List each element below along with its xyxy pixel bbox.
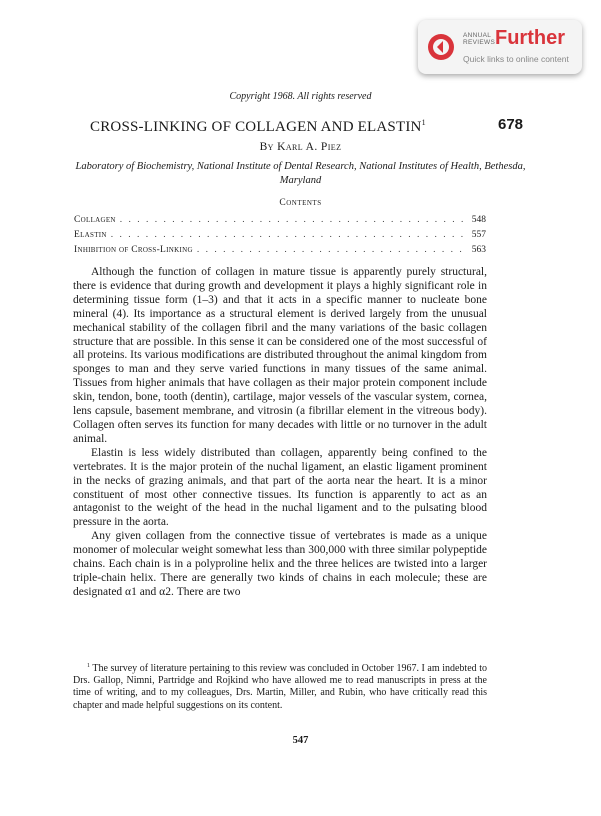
body-paragraph: Elastin is less widely distributed than collagen, apparently being confined to the vertebrates. It is the major protein of the nuchal ligament, an elastic ligament prominent in the necks of grazing animals, and that part of the aorta near the heart. It is a minor constituent of most other connective tissues. Its function is apparently to act as an antagonist to the weight of the head in the nuchal ligament and to the pulsating blood pressure in the aorta.: [73, 446, 487, 529]
article-title: [90, 118, 426, 136]
toc-entry-label: Elastin: [74, 230, 107, 240]
toc-entry-label: Inhibition of Cross-Linking: [74, 245, 193, 255]
handwritten-page-number: 678: [498, 116, 524, 133]
contents-heading: Contents: [279, 198, 322, 208]
toc-entry-label: Collagen: [74, 215, 116, 225]
author-affiliation: Laboratory of Biochemistry, National Institute of Dental Research, National Institutes of Health, Bethesda, Maryland: [75, 161, 526, 186]
copyright-notice: Copyright 1968. All rights reserved: [229, 91, 372, 102]
toc-leader-dots: [120, 213, 468, 228]
article-body: [73, 266, 487, 600]
toc-leader-dots: [197, 243, 468, 258]
badge-further-label: Further: [495, 27, 565, 49]
toc-entry-inhibition[interactable]: [74, 243, 486, 258]
footnote-paragraph: [73, 660, 487, 712]
badge-annual-reviews-label: ANNUAL REVIEWS: [463, 32, 496, 46]
page-folio: 547: [292, 735, 309, 746]
toc-entry-page: 548: [471, 215, 486, 225]
author-line: [0, 141, 601, 153]
toc-entry-elastin[interactable]: [74, 228, 486, 243]
annual-reviews-logo-icon: [427, 33, 455, 61]
footnote: [73, 660, 487, 712]
badge-subtitle: Quick links to online content: [463, 54, 569, 64]
footnote-text: The survey of literature pertaining to this review was concluded in October 1967. I am indebted to Drs. Gallop, Nimni, Partridge and Rojkind who have allowed me to read manuscripts in press at the time of writing, and to my colleagues, Drs. Martin, Miller, and Rubin, who have critically read this chapter and made helpful suggestions on its content.: [73, 663, 487, 711]
title-footnote-mark: 1: [421, 118, 426, 127]
footnote-mark: 1: [87, 663, 90, 669]
toc-leader-dots: [111, 228, 468, 243]
article-title-text: CROSS-LINKING OF COLLAGEN AND ELASTIN: [90, 119, 422, 135]
further-badge-button[interactable]: [418, 20, 582, 74]
body-paragraph: Any given collagen from the connective tissue of vertebrates is made as a unique monomer of molecular weight somewhat less than 300,000 with three similar polypeptide chains. Each chain is in a polyproline helix and the three helices are twisted into a larger triple-chain helix. There are generally two kinds of chains in each molecule; these are designated α1 and α2. There are two: [73, 530, 487, 598]
toc-entry-page: 557: [471, 230, 486, 240]
toc-entry-page: 563: [471, 245, 486, 255]
table-of-contents: [74, 213, 486, 258]
body-paragraph: Although the function of collagen in mature tissue is apparently purely structural, there is evidence that during growth and development it plays a highly significant role in determining tissue form (1–3) and that it acts in a specific manner to nucleate bone mineral (4). Its importance as a structural element is derived largely from the unusual mechanical stability of the collagen fibril and the many variations of the basic collagen structure that are possible. In this sense it can be considered one of the most successful of all proteins. Its various modifications are distributed throughout the animal kingdom from sponges to man and they serve varied functions in many tissues of the same animal. Tissues from higher animals that have collagen as their major protein component include skin, tendon, bone, tooth (dentin), cartilage, major vessels of the vascular system, cornea, lens capsule, basement membrane, and vitrosin (a fibrillar element in the vitreous body). Collagen often serves its function for many decades with little or no turnover in the adult animal.: [73, 266, 487, 445]
toc-entry-collagen[interactable]: [74, 213, 486, 228]
author-name: By Karl A. Piez: [259, 141, 342, 153]
